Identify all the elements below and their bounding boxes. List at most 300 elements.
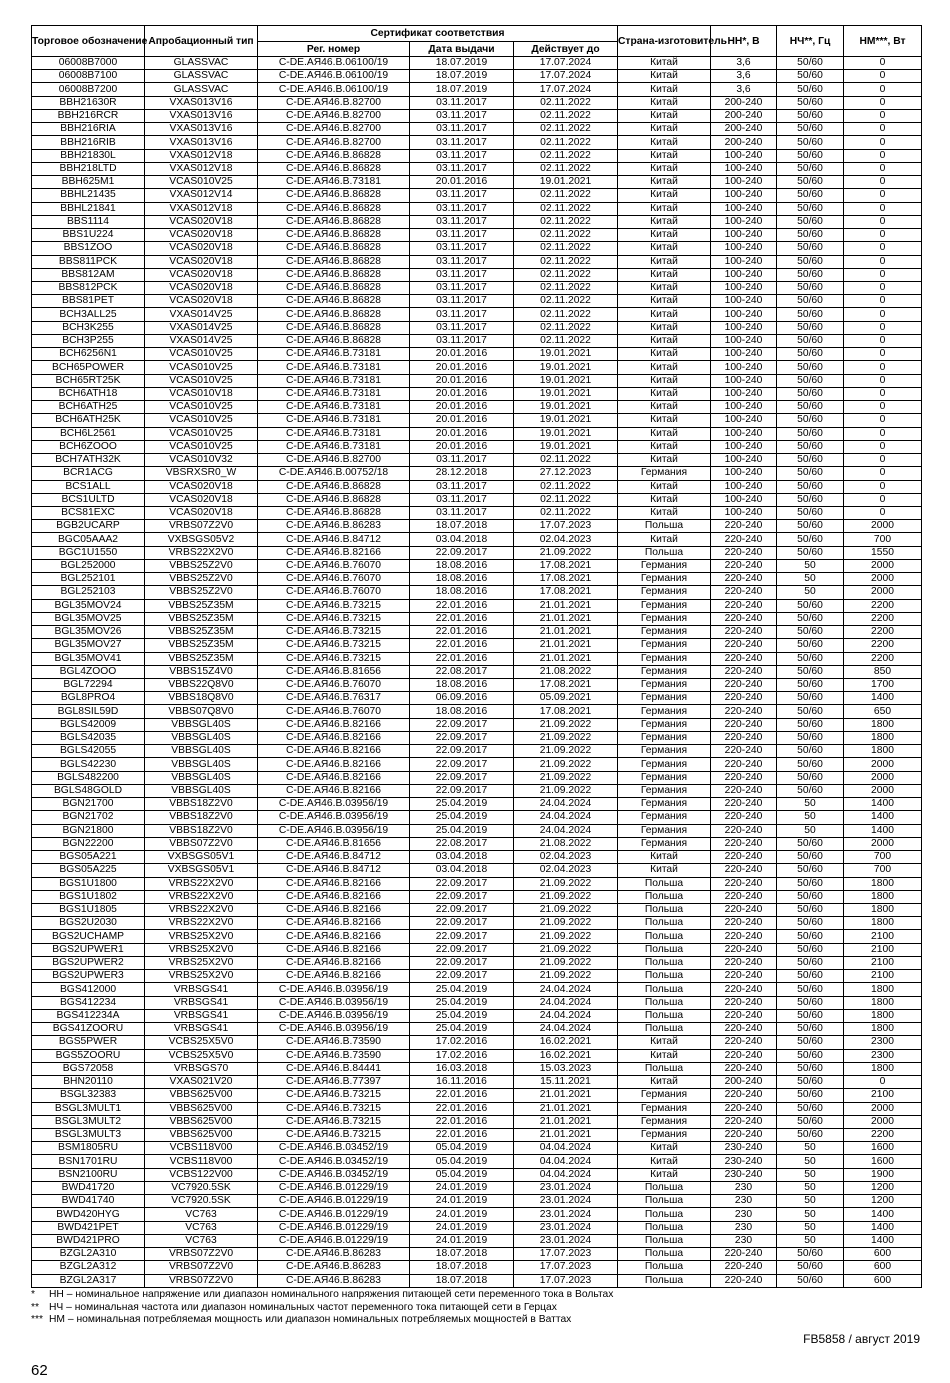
header-certificate: Сертификат соответствия xyxy=(258,26,618,42)
model-cell: BGS1U1805 xyxy=(32,904,145,917)
frequency-cell: 50/60 xyxy=(777,679,844,692)
country-cell: Китай xyxy=(618,1168,711,1181)
model-cell: BGS2UPWER1 xyxy=(32,943,145,956)
type-cell: VXBSGS05V1 xyxy=(145,851,258,864)
table-row xyxy=(32,1009,922,1022)
reg-number-cell: C-DE.АЯ46.В.73215 xyxy=(258,1128,410,1141)
voltage-cell: 100-240 xyxy=(711,215,777,228)
type-cell: VXAS012V18 xyxy=(145,202,258,215)
valid-until-cell: 21.09.2022 xyxy=(514,890,618,903)
model-cell: BSN1701RU xyxy=(32,1155,145,1168)
reg-number-cell: C-DE.АЯ46.В.06100/19 xyxy=(258,70,410,83)
country-cell: Польша xyxy=(618,1248,711,1261)
valid-until-cell: 02.11.2022 xyxy=(514,281,618,294)
reg-number-cell: C-DE.АЯ46.В.82166 xyxy=(258,943,410,956)
type-cell: VC763 xyxy=(145,1234,258,1247)
valid-until-cell: 19.01.2021 xyxy=(514,401,618,414)
header-model: Торговое обозначение xyxy=(32,26,145,57)
type-cell: VCBS25X5V0 xyxy=(145,1049,258,1062)
model-cell: BCS1ULTD xyxy=(32,493,145,506)
type-cell: VCAS010V25 xyxy=(145,401,258,414)
voltage-cell: 100-240 xyxy=(711,189,777,202)
country-cell: Польша xyxy=(618,1023,711,1036)
type-cell: VBBS25Z35M xyxy=(145,639,258,652)
frequency-cell: 50/60 xyxy=(777,1076,844,1089)
valid-until-cell: 24.04.2024 xyxy=(514,1009,618,1022)
table-row xyxy=(32,864,922,877)
model-cell: BCH6256N1 xyxy=(32,348,145,361)
valid-until-cell: 17.08.2021 xyxy=(514,586,618,599)
table-row xyxy=(32,480,922,493)
model-cell: BGS5PWER xyxy=(32,1036,145,1049)
power-cell: 1900 xyxy=(844,1168,922,1181)
power-cell: 2000 xyxy=(844,837,922,850)
model-cell: BCR1ACG xyxy=(32,467,145,480)
issue-date-cell: 20.01.2016 xyxy=(410,401,514,414)
model-cell: BGN21800 xyxy=(32,824,145,837)
reg-number-cell: C-DE.АЯ46.В.82166 xyxy=(258,784,410,797)
voltage-cell: 100-240 xyxy=(711,493,777,506)
table-row xyxy=(32,917,922,930)
reg-number-cell: C-DE.АЯ46.В.73181 xyxy=(258,401,410,414)
issue-date-cell: 22.09.2017 xyxy=(410,930,514,943)
country-cell: Германия xyxy=(618,665,711,678)
issue-date-cell: 24.01.2019 xyxy=(410,1221,514,1234)
table-row xyxy=(32,1076,922,1089)
table-row xyxy=(32,467,922,480)
reg-number-cell: C-DE.АЯ46.В.82700 xyxy=(258,96,410,109)
issue-date-cell: 16.11.2016 xyxy=(410,1076,514,1089)
table-row xyxy=(32,771,922,784)
voltage-cell: 100-240 xyxy=(711,202,777,215)
type-cell: VCAS020V18 xyxy=(145,215,258,228)
frequency-cell: 50/60 xyxy=(777,533,844,546)
table-row xyxy=(32,189,922,202)
footnote-mark: * xyxy=(31,1289,36,1300)
type-cell: VRBSGS70 xyxy=(145,1062,258,1075)
country-cell: Китай xyxy=(618,295,711,308)
country-cell: Германия xyxy=(618,1115,711,1128)
voltage-cell: 100-240 xyxy=(711,334,777,347)
valid-until-cell: 19.01.2021 xyxy=(514,427,618,440)
table-row xyxy=(32,454,922,467)
model-cell: BGL252103 xyxy=(32,586,145,599)
power-cell: 0 xyxy=(844,57,922,70)
reg-number-cell: C-DE.АЯ46.В.86283 xyxy=(258,1261,410,1274)
valid-until-cell: 02.11.2022 xyxy=(514,242,618,255)
type-cell: VXBSGS05V1 xyxy=(145,864,258,877)
frequency-cell: 50/60 xyxy=(777,109,844,122)
valid-until-cell: 17.07.2023 xyxy=(514,1261,618,1274)
country-cell: Германия xyxy=(618,731,711,744)
power-cell: 1600 xyxy=(844,1155,922,1168)
frequency-cell: 50 xyxy=(777,1168,844,1181)
type-cell: VBBS25Z2V0 xyxy=(145,573,258,586)
type-cell: VC763 xyxy=(145,1208,258,1221)
country-cell: Польша xyxy=(618,1009,711,1022)
frequency-cell: 50/60 xyxy=(777,334,844,347)
voltage-cell: 100-240 xyxy=(711,387,777,400)
table-row xyxy=(32,943,922,956)
table-row xyxy=(32,440,922,453)
country-cell: Китай xyxy=(618,268,711,281)
type-cell: VRBS07Z2V0 xyxy=(145,520,258,533)
valid-until-cell: 21.09.2022 xyxy=(514,718,618,731)
type-cell: VRBS07Z2V0 xyxy=(145,1274,258,1287)
issue-date-cell: 22.01.2016 xyxy=(410,612,514,625)
header-frequency: НЧ**, Гц xyxy=(777,26,844,57)
power-cell: 0 xyxy=(844,215,922,228)
table-row xyxy=(32,308,922,321)
power-cell: 2000 xyxy=(844,520,922,533)
frequency-cell: 50 xyxy=(777,1142,844,1155)
model-cell: BGLS42009 xyxy=(32,718,145,731)
reg-number-cell: C-DE.АЯ46.В.03956/19 xyxy=(258,811,410,824)
frequency-cell: 50/60 xyxy=(777,983,844,996)
power-cell: 2200 xyxy=(844,612,922,625)
frequency-cell: 50/60 xyxy=(777,1023,844,1036)
issue-date-cell: 28.12.2018 xyxy=(410,467,514,480)
country-cell: Польша xyxy=(618,970,711,983)
power-cell: 1800 xyxy=(844,904,922,917)
issue-date-cell: 22.09.2017 xyxy=(410,745,514,758)
valid-until-cell: 17.07.2023 xyxy=(514,520,618,533)
power-cell: 0 xyxy=(844,414,922,427)
power-cell: 0 xyxy=(844,506,922,519)
frequency-cell: 50 xyxy=(777,559,844,572)
country-cell: Китай xyxy=(618,440,711,453)
valid-until-cell: 02.11.2022 xyxy=(514,295,618,308)
reg-number-cell: C-DE.АЯ46.В.03956/19 xyxy=(258,1023,410,1036)
type-cell: VBBS25Z35M xyxy=(145,626,258,639)
voltage-cell: 220-240 xyxy=(711,1023,777,1036)
model-cell: BBH218LTD xyxy=(32,162,145,175)
model-cell: BBH216RIA xyxy=(32,123,145,136)
frequency-cell: 50/60 xyxy=(777,599,844,612)
valid-until-cell: 17.07.2024 xyxy=(514,57,618,70)
table-row xyxy=(32,1128,922,1141)
issue-date-cell: 03.11.2017 xyxy=(410,123,514,136)
table-row xyxy=(32,639,922,652)
reg-number-cell: C-DE.АЯ46.В.86828 xyxy=(258,215,410,228)
power-cell: 1400 xyxy=(844,811,922,824)
model-cell: BWD41740 xyxy=(32,1195,145,1208)
power-cell: 0 xyxy=(844,189,922,202)
country-cell: Китай xyxy=(618,149,711,162)
table-row xyxy=(32,533,922,546)
frequency-cell: 50/60 xyxy=(777,1261,844,1274)
country-cell: Германия xyxy=(618,758,711,771)
reg-number-cell: C-DE.АЯ46.В.86828 xyxy=(258,162,410,175)
voltage-cell: 220-240 xyxy=(711,890,777,903)
country-cell: Китай xyxy=(618,533,711,546)
model-cell: BSGL3MULT3 xyxy=(32,1128,145,1141)
table-row xyxy=(32,811,922,824)
voltage-cell: 100-240 xyxy=(711,255,777,268)
frequency-cell: 50/60 xyxy=(777,1128,844,1141)
voltage-cell: 220-240 xyxy=(711,996,777,1009)
model-cell: BSN2100RU xyxy=(32,1168,145,1181)
power-cell: 1800 xyxy=(844,877,922,890)
issue-date-cell: 05.04.2019 xyxy=(410,1168,514,1181)
valid-until-cell: 21.09.2022 xyxy=(514,758,618,771)
power-cell: 1400 xyxy=(844,1221,922,1234)
issue-date-cell: 22.09.2017 xyxy=(410,546,514,559)
issue-date-cell: 22.01.2016 xyxy=(410,1128,514,1141)
model-cell: BGLS42230 xyxy=(32,758,145,771)
reg-number-cell: C-DE.АЯ46.В.73181 xyxy=(258,440,410,453)
model-cell: BCH3ALL25 xyxy=(32,308,145,321)
type-cell: VCAS020V18 xyxy=(145,295,258,308)
power-cell: 0 xyxy=(844,176,922,189)
valid-until-cell: 21.09.2022 xyxy=(514,731,618,744)
country-cell: Китай xyxy=(618,70,711,83)
valid-until-cell: 17.08.2021 xyxy=(514,679,618,692)
issue-date-cell: 22.09.2017 xyxy=(410,904,514,917)
frequency-cell: 50/60 xyxy=(777,215,844,228)
voltage-cell: 220-240 xyxy=(711,599,777,612)
table-row xyxy=(32,1036,922,1049)
reg-number-cell: C-DE.АЯ46.В.86828 xyxy=(258,281,410,294)
voltage-cell: 100-240 xyxy=(711,321,777,334)
document-number: FB5858 / август 2019 xyxy=(803,1332,920,1346)
power-cell: 1400 xyxy=(844,798,922,811)
frequency-cell: 50/60 xyxy=(777,427,844,440)
header-valid-until: Действует до xyxy=(514,42,618,57)
country-cell: Китай xyxy=(618,281,711,294)
frequency-cell: 50/60 xyxy=(777,149,844,162)
type-cell: VBBSGL40S xyxy=(145,731,258,744)
table-row xyxy=(32,1195,922,1208)
footnote-text: НН – номинальное напряжение или диапазон номинального напряжения питающей сети переменного тока в Вольтах xyxy=(49,1289,614,1300)
valid-until-cell: 23.01.2024 xyxy=(514,1195,618,1208)
issue-date-cell: 03.11.2017 xyxy=(410,162,514,175)
reg-number-cell: C-DE.АЯ46.В.82166 xyxy=(258,956,410,969)
issue-date-cell: 20.01.2016 xyxy=(410,427,514,440)
type-cell: VRBS25X2V0 xyxy=(145,956,258,969)
voltage-cell: 230 xyxy=(711,1208,777,1221)
power-cell: 1800 xyxy=(844,890,922,903)
frequency-cell: 50/60 xyxy=(777,96,844,109)
power-cell: 0 xyxy=(844,281,922,294)
voltage-cell: 220-240 xyxy=(711,1102,777,1115)
table-row xyxy=(32,731,922,744)
reg-number-cell: C-DE.АЯ46.В.82166 xyxy=(258,904,410,917)
model-cell: BGL35MOV41 xyxy=(32,652,145,665)
country-cell: Польша xyxy=(618,1234,711,1247)
valid-until-cell: 02.04.2023 xyxy=(514,851,618,864)
frequency-cell: 50/60 xyxy=(777,440,844,453)
model-cell: BGL35MOV27 xyxy=(32,639,145,652)
model-cell: BGLS42035 xyxy=(32,731,145,744)
footnote-mark: *** xyxy=(31,1314,44,1325)
issue-date-cell: 25.04.2019 xyxy=(410,1023,514,1036)
model-cell: BBH625M1 xyxy=(32,176,145,189)
frequency-cell: 50/60 xyxy=(777,321,844,334)
table-row xyxy=(32,1115,922,1128)
power-cell: 700 xyxy=(844,533,922,546)
frequency-cell: 50/60 xyxy=(777,520,844,533)
header-issue-date: Дата выдачи xyxy=(410,42,514,57)
power-cell: 1400 xyxy=(844,824,922,837)
frequency-cell: 50/60 xyxy=(777,123,844,136)
type-cell: VXAS012V18 xyxy=(145,149,258,162)
voltage-cell: 220-240 xyxy=(711,692,777,705)
type-cell: VCAS010V25 xyxy=(145,427,258,440)
type-cell: VCBS118V00 xyxy=(145,1142,258,1155)
power-cell: 0 xyxy=(844,1076,922,1089)
table-row xyxy=(32,1208,922,1221)
frequency-cell: 50/60 xyxy=(777,401,844,414)
issue-date-cell: 03.11.2017 xyxy=(410,109,514,122)
table-row xyxy=(32,890,922,903)
reg-number-cell: C-DE.АЯ46.В.86828 xyxy=(258,202,410,215)
table-row xyxy=(32,599,922,612)
model-cell: BGS2U2030 xyxy=(32,917,145,930)
type-cell: VBBS625V00 xyxy=(145,1089,258,1102)
valid-until-cell: 02.11.2022 xyxy=(514,308,618,321)
model-cell: BGLS42055 xyxy=(32,745,145,758)
frequency-cell: 50/60 xyxy=(777,454,844,467)
type-cell: VRBS22X2V0 xyxy=(145,877,258,890)
country-cell: Китай xyxy=(618,361,711,374)
type-cell: VBBSGL40S xyxy=(145,771,258,784)
valid-until-cell: 21.09.2022 xyxy=(514,930,618,943)
table-row xyxy=(32,1234,922,1247)
table-row xyxy=(32,665,922,678)
model-cell: BWD421PET xyxy=(32,1221,145,1234)
valid-until-cell: 02.11.2022 xyxy=(514,189,618,202)
country-cell: Германия xyxy=(618,718,711,731)
issue-date-cell: 03.11.2017 xyxy=(410,255,514,268)
issue-date-cell: 18.08.2016 xyxy=(410,586,514,599)
model-cell: 06008B7100 xyxy=(32,70,145,83)
type-cell: VXAS014V25 xyxy=(145,321,258,334)
country-cell: Германия xyxy=(618,573,711,586)
type-cell: VBBS18Z2V0 xyxy=(145,824,258,837)
model-cell: BCH65RT25K xyxy=(32,374,145,387)
valid-until-cell: 23.01.2024 xyxy=(514,1221,618,1234)
valid-until-cell: 21.01.2021 xyxy=(514,639,618,652)
reg-number-cell: C-DE.АЯ46.В.00752/18 xyxy=(258,467,410,480)
valid-until-cell: 21.09.2022 xyxy=(514,943,618,956)
footnote xyxy=(31,1314,921,1327)
power-cell: 0 xyxy=(844,123,922,136)
power-cell: 1800 xyxy=(844,917,922,930)
country-cell: Китай xyxy=(618,189,711,202)
issue-date-cell: 03.11.2017 xyxy=(410,334,514,347)
issue-date-cell: 22.01.2016 xyxy=(410,652,514,665)
voltage-cell: 3,6 xyxy=(711,83,777,96)
country-cell: Китай xyxy=(618,109,711,122)
header-country: Страна-изготовитель xyxy=(618,26,711,57)
type-cell: VBBSGL40S xyxy=(145,784,258,797)
type-cell: VCAS010V25 xyxy=(145,361,258,374)
country-cell: Германия xyxy=(618,811,711,824)
reg-number-cell: C-DE.АЯ46.В.73215 xyxy=(258,626,410,639)
country-cell: Польша xyxy=(618,917,711,930)
country-cell: Польша xyxy=(618,904,711,917)
issue-date-cell: 18.08.2016 xyxy=(410,679,514,692)
country-cell: Китай xyxy=(618,864,711,877)
valid-until-cell: 02.11.2022 xyxy=(514,136,618,149)
type-cell: VRBS22X2V0 xyxy=(145,917,258,930)
type-cell: VXAS021V20 xyxy=(145,1076,258,1089)
issue-date-cell: 03.11.2017 xyxy=(410,96,514,109)
reg-number-cell: C-DE.АЯ46.В.86828 xyxy=(258,308,410,321)
table-row xyxy=(32,1089,922,1102)
frequency-cell: 50/60 xyxy=(777,718,844,731)
type-cell: VBBS18Z2V0 xyxy=(145,798,258,811)
model-cell: BGL8PRO4 xyxy=(32,692,145,705)
table-row xyxy=(32,679,922,692)
valid-until-cell: 02.11.2022 xyxy=(514,109,618,122)
country-cell: Польша xyxy=(618,546,711,559)
type-cell: VXAS013V16 xyxy=(145,96,258,109)
valid-until-cell: 21.01.2021 xyxy=(514,626,618,639)
issue-date-cell: 22.09.2017 xyxy=(410,956,514,969)
frequency-cell: 50/60 xyxy=(777,639,844,652)
frequency-cell: 50/60 xyxy=(777,467,844,480)
model-cell: BBS812AM xyxy=(32,268,145,281)
voltage-cell: 200-240 xyxy=(711,1076,777,1089)
reg-number-cell: C-DE.АЯ46.В.73590 xyxy=(258,1036,410,1049)
type-cell: VRBS22X2V0 xyxy=(145,546,258,559)
voltage-cell: 100-240 xyxy=(711,414,777,427)
power-cell: 600 xyxy=(844,1248,922,1261)
power-cell: 0 xyxy=(844,70,922,83)
reg-number-cell: C-DE.АЯ46.В.76070 xyxy=(258,559,410,572)
power-cell: 0 xyxy=(844,454,922,467)
model-cell: BGL35MOV24 xyxy=(32,599,145,612)
table-row xyxy=(32,255,922,268)
type-cell: VC763 xyxy=(145,1221,258,1234)
type-cell: VBBS25Z2V0 xyxy=(145,586,258,599)
reg-number-cell: C-DE.АЯ46.В.82166 xyxy=(258,731,410,744)
power-cell: 2000 xyxy=(844,1102,922,1115)
frequency-cell: 50/60 xyxy=(777,1248,844,1261)
table-row xyxy=(32,493,922,506)
table-row xyxy=(32,506,922,519)
model-cell: BBH21630R xyxy=(32,96,145,109)
type-cell: VRBS25X2V0 xyxy=(145,930,258,943)
valid-until-cell: 19.01.2021 xyxy=(514,348,618,361)
type-cell: VRBS07Z2V0 xyxy=(145,1261,258,1274)
power-cell: 1800 xyxy=(844,718,922,731)
issue-date-cell: 20.01.2016 xyxy=(410,414,514,427)
issue-date-cell: 03.11.2017 xyxy=(410,215,514,228)
reg-number-cell: C-DE.АЯ46.В.81656 xyxy=(258,665,410,678)
voltage-cell: 100-240 xyxy=(711,229,777,242)
issue-date-cell: 22.09.2017 xyxy=(410,917,514,930)
reg-number-cell: C-DE.АЯ46.В.86283 xyxy=(258,1248,410,1261)
country-cell: Германия xyxy=(618,798,711,811)
table-row xyxy=(32,692,922,705)
power-cell: 1600 xyxy=(844,1142,922,1155)
table-row xyxy=(32,401,922,414)
frequency-cell: 50/60 xyxy=(777,784,844,797)
valid-until-cell: 21.09.2022 xyxy=(514,784,618,797)
table-row xyxy=(32,334,922,347)
power-cell: 0 xyxy=(844,109,922,122)
power-cell: 0 xyxy=(844,480,922,493)
footnote-text: НЧ – номинальная частота или диапазон номинальных частот переменного тока питающей сети в Герцах xyxy=(49,1301,557,1313)
footnotes xyxy=(31,1289,921,1327)
voltage-cell: 220-240 xyxy=(711,1036,777,1049)
power-cell: 2100 xyxy=(844,930,922,943)
voltage-cell: 100-240 xyxy=(711,454,777,467)
table-row xyxy=(32,123,922,136)
